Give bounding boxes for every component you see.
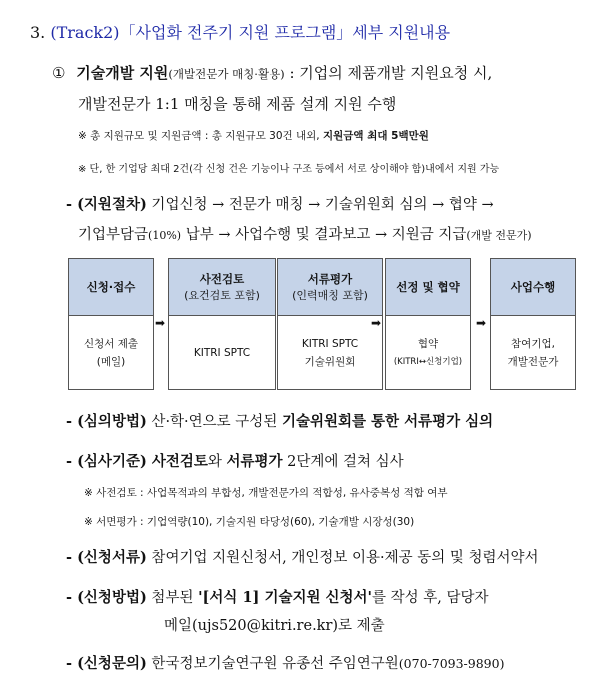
criteria-note-doc-review: ※ 서면평가 : 기업역량(10), 기술지원 타당성(60), 기술개발 시장성(30): [84, 516, 415, 528]
flow-step-title: 신청·접수: [86, 280, 136, 294]
inquiry-line: [66, 652, 504, 673]
section-heading: [30, 20, 450, 43]
flow-step-5-body: [490, 315, 576, 390]
documents-line: [66, 546, 538, 567]
flow-step-title: 선정 및 협약: [396, 280, 460, 294]
flow-step-line: 기술위원회: [304, 355, 356, 368]
procedure-company-share: 기업부담금: [78, 227, 149, 243]
apply-method-text2: 를 작성 후, 담당자: [371, 590, 489, 606]
item1-desc-rest: : 기업의 제품개발 지원요청 시,: [284, 64, 493, 82]
flow-step-line: (KITRI↔신청기업): [393, 356, 463, 367]
flow-step-line: 개발전문가: [507, 355, 559, 368]
procedure-label: - (지원절차): [66, 196, 147, 213]
review-method-highlight: 기술위원회를 통한 서류평가 심의: [281, 413, 494, 430]
flow-step-subtitle: (인력매칭 포함): [292, 289, 368, 302]
review-method-line: [66, 410, 493, 431]
flow-step-line: 협약: [417, 337, 439, 350]
section-title: (Track2)「사업화 전주기 지원 프로그램」세부 지원내용: [50, 23, 451, 42]
criteria-label: - (심사기준): [66, 453, 147, 470]
apply-method-line2: 메일(ujs520@kitri.re.kr)로 제출: [164, 618, 385, 634]
item1-line1: [52, 62, 492, 83]
criteria-note-pre-review: ※ 사전검토 : 사업목적과의 부합성, 개발전문가의 적합성, 유사중복성 적합 여부: [84, 487, 448, 499]
note-max-amount: 지원금액 최대 5백만원: [322, 130, 429, 142]
review-method-text: 산·학·연으로 구성된: [146, 414, 282, 430]
inquiry-label: - (신청문의): [66, 655, 147, 672]
procedure-dev-expert: (개발 전문가): [466, 229, 532, 242]
procedure-line1: [66, 193, 494, 214]
item1-line2: 개발전문가 1:1 매칭을 통해 제품 설계 지원 수행: [78, 95, 397, 113]
documents-label: - (신청서류): [66, 549, 147, 566]
section-number: 3.: [30, 23, 46, 42]
flow-arrow-icon: ➡: [476, 316, 487, 330]
procedure-line2: [78, 223, 532, 244]
flow-step-title: 서류평가: [307, 272, 353, 286]
review-method-label: - (심의방법): [66, 413, 147, 430]
procedure-share-percent: (10%): [148, 229, 182, 242]
flow-step-line: 신청서 제출: [83, 337, 139, 350]
flow-step-4-header: [385, 258, 471, 316]
apply-method-form-name: '[서식 1] 기술지원 신청서': [198, 589, 372, 606]
inquiry-contact: 한국정보기술연구원 유종선 주임연구원: [146, 656, 399, 672]
note-per-company: ※ 단, 한 기업당 최대 2건(각 신청 건은 기능이나 구조 등에서 서로 상이해야 함)내에서 지원 가능: [78, 164, 500, 175]
item1-marker: ①: [52, 64, 66, 82]
flow-step-line: 참여기업,: [511, 337, 555, 350]
flow-step-1-header: [68, 258, 154, 316]
flow-arrow-icon: ➡: [371, 316, 382, 330]
apply-method-label: - (신청방법): [66, 589, 147, 606]
flow-step-4-body: [385, 315, 471, 390]
flow-arrow-icon: ➡: [155, 316, 166, 330]
note-total-scale: [78, 128, 429, 143]
flow-step-3-body: [277, 315, 383, 390]
inquiry-phone: (070-7093-9890): [398, 656, 505, 671]
flow-step-line: KITRI SPTC: [301, 337, 359, 350]
flow-step-title: 사업수행: [510, 280, 556, 294]
flow-step-5-header: [490, 258, 576, 316]
flow-step-1-body: [68, 315, 154, 390]
flow-step-2-body: [168, 315, 276, 390]
flow-step-line: KITRI SPTC: [193, 346, 251, 359]
flow-step-2-header: [168, 258, 276, 316]
criteria-and: 와: [207, 454, 227, 470]
apply-method-line1: [66, 586, 488, 607]
flow-step-subtitle: (요건검토 포함): [184, 289, 260, 302]
item1-title-paren: (개발전문가 매칭·활용): [168, 67, 285, 81]
note-total-prefix: ※ 총 지원규모 및 지원금액 : 총 지원규모 30건 내외,: [78, 130, 323, 142]
apply-method-text1: 첨부된: [146, 590, 199, 606]
criteria-stages: 2단계에 걸쳐 심사: [282, 454, 404, 470]
procedure-line2-text: 납부 → 사업수행 및 결과보고 → 지원금 지급: [181, 227, 467, 243]
criteria-line: [66, 450, 404, 471]
criteria-pre-review: 사전검토: [146, 453, 208, 470]
flow-step-3-header: [277, 258, 383, 316]
procedure-line1-text: 기업신청 → 전문가 매칭 → 기술위원회 심의 → 협약 →: [146, 197, 494, 213]
item1-title: 기술개발 지원: [76, 64, 169, 82]
criteria-doc-review: 서류평가: [226, 453, 283, 470]
flow-step-title: 사전검토: [199, 272, 245, 286]
documents-text: 참여기업 지원신청서, 개인정보 이용·제공 동의 및 청렴서약서: [146, 550, 539, 566]
flow-step-line: (메일): [96, 355, 126, 368]
